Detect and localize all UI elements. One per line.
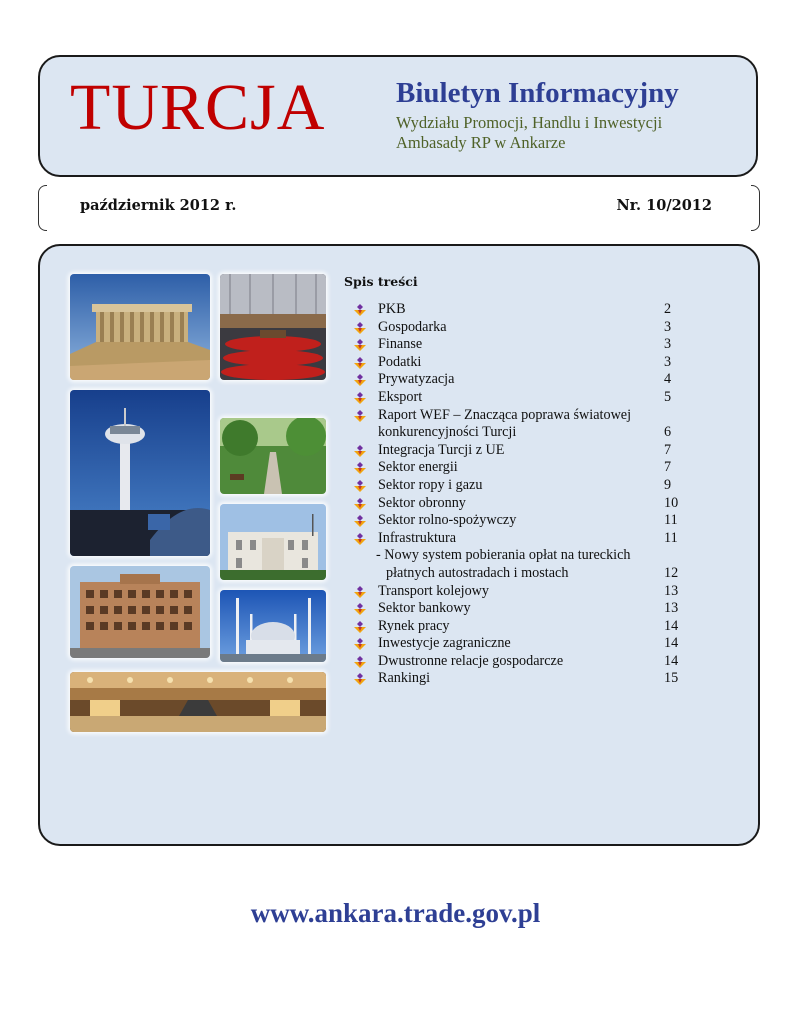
toc-item[interactable] bbox=[354, 442, 694, 460]
toc-item-page: 2 bbox=[664, 301, 672, 317]
toc-item-label: Infrastruktura bbox=[378, 529, 456, 546]
diamond-arrow-bullet-icon bbox=[354, 603, 366, 615]
toc-item-page: 6 bbox=[664, 424, 672, 441]
diamond-arrow-bullet-icon bbox=[354, 498, 366, 510]
table-of-contents bbox=[354, 301, 694, 688]
toc-item[interactable] bbox=[354, 635, 694, 653]
park-path-photo bbox=[220, 418, 326, 494]
toc-item-page: 14 bbox=[664, 617, 679, 634]
issue-bar bbox=[38, 185, 760, 231]
toc-item[interactable] bbox=[354, 459, 694, 477]
diamond-arrow-bullet-icon bbox=[354, 374, 366, 386]
toc-item-label: Rankingi bbox=[378, 670, 431, 687]
toc-item[interactable] bbox=[354, 371, 694, 389]
toc-item-page: 7 bbox=[664, 459, 672, 476]
toc-item[interactable] bbox=[354, 583, 694, 601]
toc-item[interactable] bbox=[354, 354, 694, 372]
toc-item-page: 9 bbox=[664, 476, 672, 493]
website-link[interactable]: www.ankara.trade.gov.pl bbox=[250, 898, 541, 928]
diamond-arrow-bullet-icon bbox=[354, 445, 366, 457]
toc-item-label: Dwustronne relacje gospodarcze bbox=[378, 652, 564, 669]
toc-item[interactable] bbox=[354, 670, 694, 688]
toc-item-page: 13 bbox=[664, 600, 679, 617]
right-bracket bbox=[751, 185, 760, 231]
diamond-arrow-bullet-icon bbox=[354, 638, 366, 650]
diamond-arrow-bullet-icon bbox=[354, 621, 366, 633]
diamond-arrow-bullet-icon bbox=[354, 462, 366, 474]
diamond-arrow-bullet-icon bbox=[354, 304, 366, 316]
toc-item-page: 11 bbox=[664, 529, 678, 546]
header-box bbox=[38, 55, 758, 177]
toc-item[interactable] bbox=[354, 618, 694, 636]
parliament-hall-photo bbox=[220, 274, 326, 380]
toc-subitem-line-2: płatnych autostradach i mostach bbox=[386, 564, 569, 581]
toc-item-label: Rynek pracy bbox=[378, 617, 450, 634]
toc-item-label: Eksport bbox=[378, 388, 423, 405]
toc-item-label: Gospodarka bbox=[378, 318, 447, 335]
contents-box bbox=[38, 244, 760, 846]
issue-date: październik 2012 r. bbox=[80, 197, 237, 214]
diamond-arrow-bullet-icon bbox=[354, 515, 366, 527]
diamond-arrow-bullet-icon bbox=[354, 357, 366, 369]
toc-item-page: 10 bbox=[664, 494, 679, 511]
diamond-arrow-bullet-icon bbox=[354, 656, 366, 668]
toc-item-label: Sektor obronny bbox=[378, 494, 466, 511]
toc-item-label: Prywatyzacja bbox=[378, 371, 455, 388]
diamond-arrow-bullet-icon bbox=[354, 586, 366, 598]
diamond-arrow-bullet-icon bbox=[354, 410, 366, 422]
toc-item-label: Raport WEF – Znacząca poprawa światowej konkurencyjności Turcji bbox=[378, 406, 632, 441]
toc-item-page: 14 bbox=[664, 635, 679, 652]
toc-item-label: Inwestycje zagraniczne bbox=[378, 635, 511, 652]
toc-item-label: Sektor rolno-spożywczy bbox=[378, 512, 517, 529]
subtitle-line-1: Wydziału Promocji, Handlu i Inwestycji bbox=[396, 113, 663, 132]
toc-item[interactable] bbox=[354, 319, 694, 337]
toc-item[interactable] bbox=[354, 530, 694, 548]
toc-item[interactable] bbox=[354, 600, 694, 618]
toc-item-page: 5 bbox=[664, 388, 672, 405]
toc-item-page: 3 bbox=[664, 318, 672, 335]
toc-item[interactable] bbox=[354, 512, 694, 530]
toc-item[interactable] bbox=[354, 653, 694, 671]
bulletin-subtitle bbox=[396, 113, 662, 153]
tower-photo bbox=[70, 390, 210, 556]
toc-item-label: Finanse bbox=[378, 336, 423, 353]
diamond-arrow-bullet-icon bbox=[354, 480, 366, 492]
toc-item-label: Sektor ropy i gazu bbox=[378, 476, 483, 493]
mausoleum-photo bbox=[70, 274, 210, 380]
toc-item-page: 15 bbox=[664, 670, 679, 687]
left-bracket bbox=[38, 185, 47, 231]
toc-item-page: 14 bbox=[664, 652, 679, 669]
masthead-title: TURCJA bbox=[70, 71, 326, 144]
toc-item[interactable] bbox=[354, 477, 694, 495]
bulletin-title: Biuletyn Informacyjny bbox=[396, 77, 679, 109]
historic-building-photo bbox=[220, 504, 326, 580]
hotel-building-photo bbox=[70, 566, 210, 658]
diamond-arrow-bullet-icon bbox=[354, 673, 366, 685]
toc-item-label: Transport kolejowy bbox=[378, 582, 490, 599]
toc-item-label: Sektor bankowy bbox=[378, 600, 471, 617]
toc-item-page: 3 bbox=[664, 353, 672, 370]
toc-item[interactable] bbox=[354, 407, 694, 442]
toc-item-label: Podatki bbox=[378, 353, 422, 370]
toc-item-label: Integracja Turcji z UE bbox=[378, 441, 505, 458]
diamond-arrow-bullet-icon bbox=[354, 392, 366, 404]
issue-number: Nr. 10/2012 bbox=[616, 197, 712, 214]
toc-item-page: 3 bbox=[664, 336, 672, 353]
toc-item[interactable] bbox=[354, 301, 694, 319]
toc-item-page: 4 bbox=[664, 371, 672, 388]
toc-item-page: 13 bbox=[664, 582, 679, 599]
toc-item[interactable] bbox=[354, 495, 694, 513]
subtitle-line-2: Ambasady RP w Ankarze bbox=[396, 133, 566, 152]
diamond-arrow-bullet-icon bbox=[354, 339, 366, 351]
toc-item-page: 7 bbox=[664, 441, 672, 458]
diamond-arrow-bullet-icon bbox=[354, 533, 366, 545]
toc-item[interactable] bbox=[354, 389, 694, 407]
toc-item-label: PKB bbox=[378, 301, 406, 317]
toc-subitem-line-1: - Nowy system pobierania opłat na tureckich bbox=[376, 547, 631, 564]
toc-subitem-page: 12 bbox=[664, 564, 679, 581]
mosque-photo bbox=[220, 590, 326, 662]
mall-interior-photo bbox=[70, 672, 326, 732]
toc-item[interactable] bbox=[354, 336, 694, 354]
toc-item-label: Sektor energii bbox=[378, 459, 458, 476]
toc-subitem[interactable] bbox=[354, 547, 694, 582]
diamond-arrow-bullet-icon bbox=[354, 322, 366, 334]
toc-item-page: 11 bbox=[664, 512, 678, 529]
toc-heading: Spis treści bbox=[344, 274, 418, 289]
